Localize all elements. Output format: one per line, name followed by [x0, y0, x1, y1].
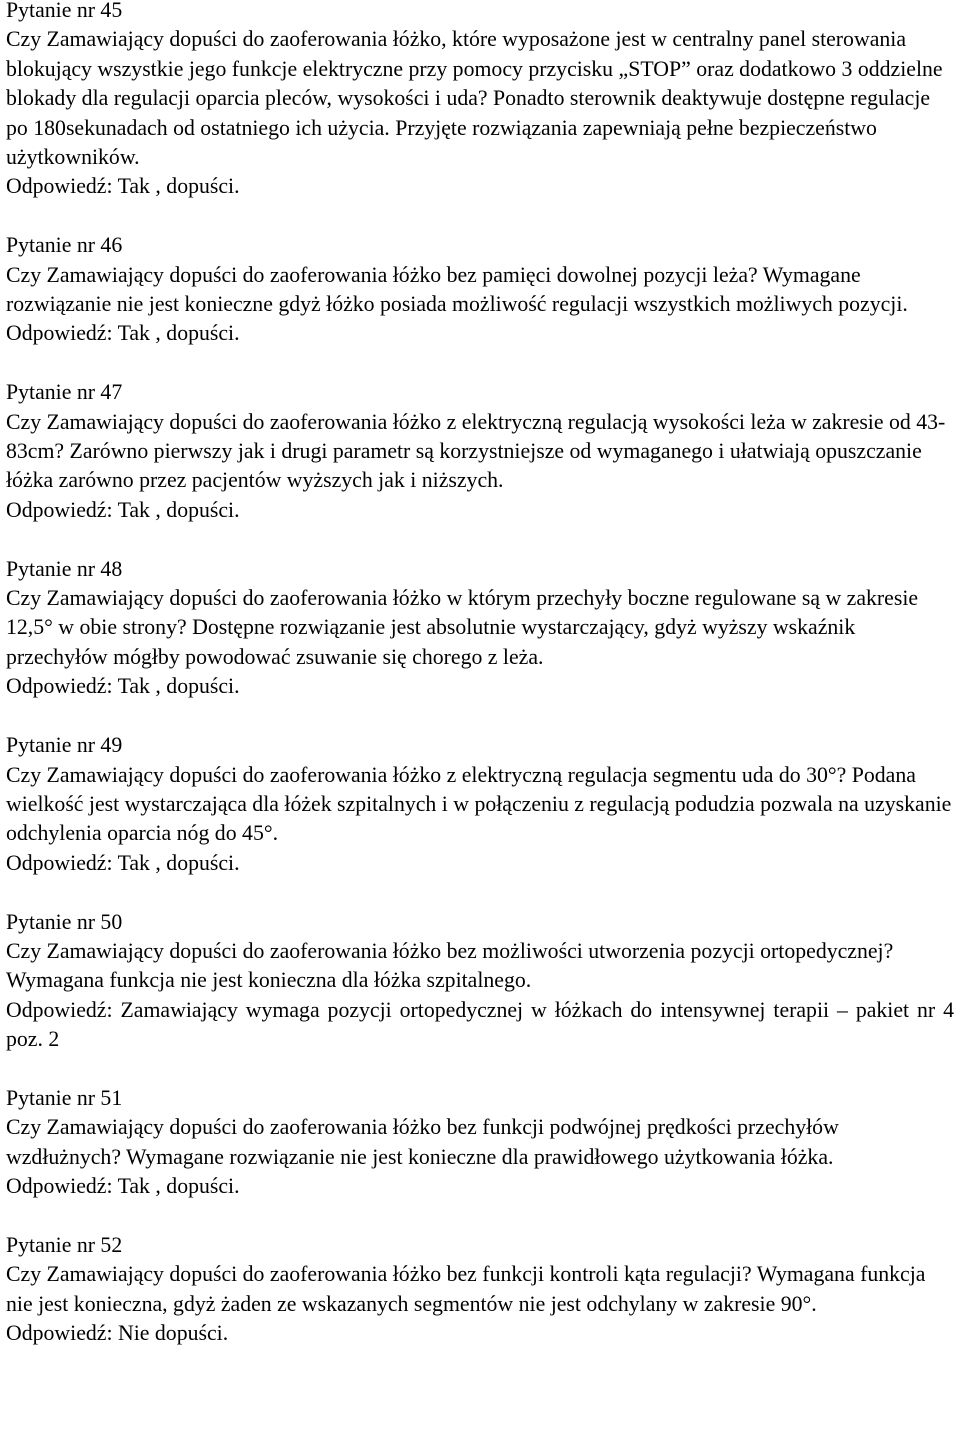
question-heading: Pytanie nr 46	[6, 233, 123, 258]
question-48	[6, 555, 954, 702]
answer-text: Odpowiedź: Tak , dopuści.	[6, 174, 240, 199]
answer-text: Odpowiedź: Tak , dopuści.	[6, 1174, 240, 1199]
question-heading: Pytanie nr 50	[6, 909, 123, 934]
question-text: Czy Zamawiający dopuści do zaoferowania łóżko w którym przechyły boczne regulowane są w zakresie 12,5° w obie strony? Dostępne rozwiązanie jest absolutnie wystarczający, gdyż wyższy wskaźnik przechyłów mógłby powodować zsuwanie się chorego z leża.	[6, 586, 919, 669]
question-text: Czy Zamawiający dopuści do zaoferowania łóżko, które wyposażone jest w centralny panel sterowania blokujący wszystkie jego funkcje elektryczne przy pomocy przycisku „STOP” oraz dodatkowo 3 oddzielne blokady dla regulacji oparcia pleców, wysokości i uda? Ponadto sterownik deaktywuje dostępne regulacje po 180sekunadach od ostatniego ich użycia. Przyjęte rozwiązania zapewniają pełne bezpieczeństwo użytkowników.	[6, 27, 943, 170]
answer-text: Odpowiedź: Tak , dopuści.	[6, 850, 240, 875]
question-50	[6, 908, 954, 1055]
question-49	[6, 731, 954, 878]
answer-text: Odpowiedź: Tak , dopuści.	[6, 497, 240, 522]
question-heading: Pytanie nr 49	[6, 733, 123, 758]
answer-text: Odpowiedź: Tak , dopuści.	[6, 674, 240, 699]
question-46	[6, 231, 954, 349]
question-heading: Pytanie nr 52	[6, 1232, 123, 1257]
question-text: Czy Zamawiający dopuści do zaoferowania łóżko bez funkcji kontroli kąta regulacji? Wymagana funkcja nie jest konieczna, gdyż żaden ze wskazanych segmentów nie jest odchylany w zakresie 90°.	[6, 1262, 926, 1316]
answer-text: Odpowiedź: Nie dopuści.	[6, 1321, 229, 1346]
question-heading: Pytanie nr 47	[6, 380, 123, 405]
question-text: Czy Zamawiający dopuści do zaoferowania łóżko bez funkcji podwójnej prędkości przechyłów wzdłużnych? Wymagane rozwiązanie nie jest konieczne dla prawidłowego użytkowania łóżka.	[6, 1115, 839, 1169]
question-51	[6, 1084, 954, 1202]
answer-text: Odpowiedź: Zamawiający wymaga pozycji ortopedycznej w łóżkach do intensywnej terapii – pakiet nr 4 poz. 2	[6, 997, 954, 1052]
question-45	[6, 0, 954, 202]
question-text: Czy Zamawiający dopuści do zaoferowania łóżko bez możliwości utworzenia pozycji ortopedycznej? Wymagana funkcja nie jest konieczna dla łóżka szpitalnego.	[6, 938, 894, 993]
question-text: Czy Zamawiający dopuści do zaoferowania łóżko z elektryczną regulacja segmentu uda do 30°? Podana wielkość jest wystarczająca dla łóżek szpitalnych i w połączeniu z regulacją podudzia pozwala na uzyskanie odchylenia oparcia nóg do 45°.	[6, 762, 952, 846]
question-text: Czy Zamawiający dopuści do zaoferowania łóżko bez pamięci dowolnej pozycji leża? Wymagane rozwiązanie nie jest konieczne gdyż łóżko posiada możliwość regulacji wszystkich możliwych pozycji.	[6, 262, 908, 317]
question-52	[6, 1231, 954, 1349]
question-heading: Pytanie nr 51	[6, 1085, 123, 1110]
answer-text: Odpowiedź: Tak , dopuści.	[6, 321, 240, 346]
question-heading: Pytanie nr 45	[6, 0, 123, 22]
question-47	[6, 378, 954, 525]
document-page	[6, 0, 954, 1378]
question-heading: Pytanie nr 48	[6, 556, 123, 581]
question-text: Czy Zamawiający dopuści do zaoferowania łóżko z elektryczną regulacją wysokości leża w zakresie od 43-83cm? Zarówno pierwszy jak i drugi parametr są korzystniejsze od wymaganego i ułatwiają opuszczanie łóżka zarówno przez pacjentów wyższych jak i niższych.	[6, 409, 946, 493]
